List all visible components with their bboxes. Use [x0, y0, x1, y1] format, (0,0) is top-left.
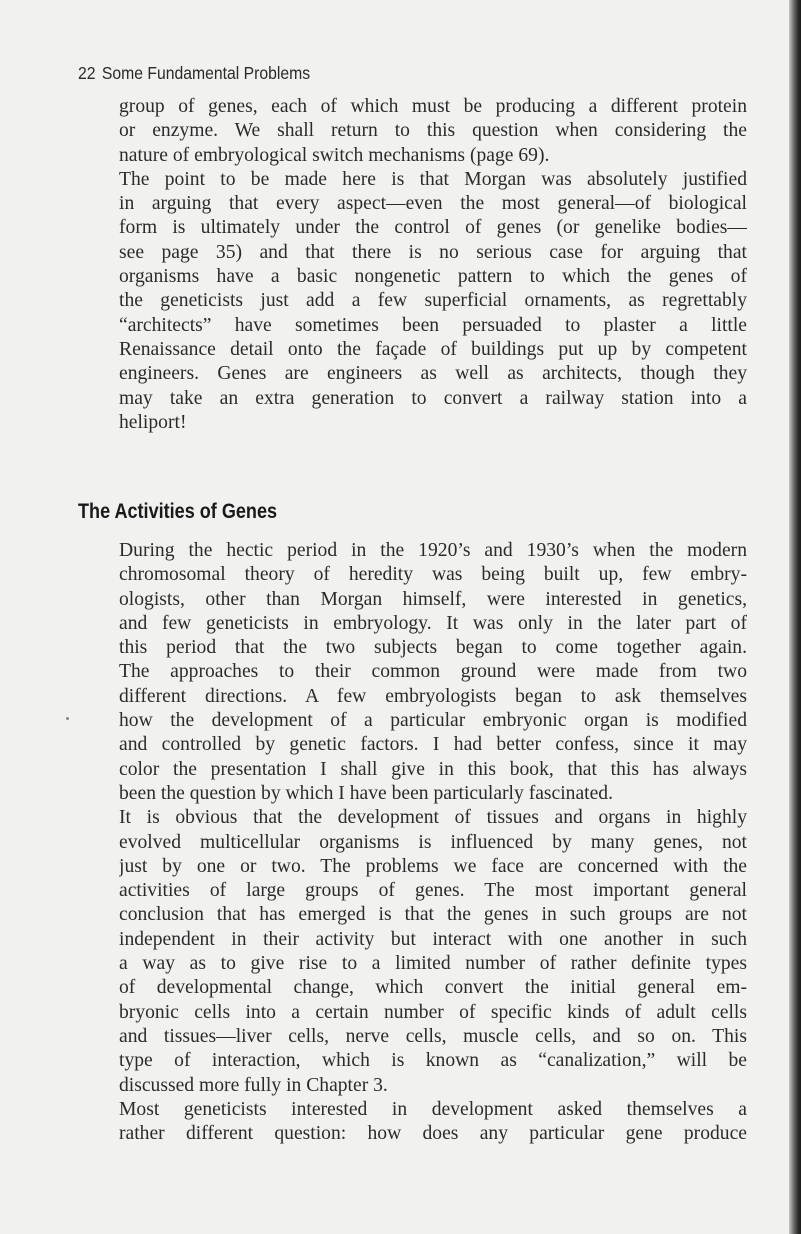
text-line: bryonic cells into a certain number of specific kinds of adult cells	[119, 1001, 747, 1023]
text-line: ologists, other than Morgan himself, were interested in genetics,	[119, 588, 747, 610]
text-line: and controlled by genetic factors. I had better confess, since it may	[119, 734, 747, 756]
text-line: a way as to give rise to a limited number of rather definite types	[119, 953, 747, 975]
text-line: Renaissance detail onto the façade of buildings put up by competent	[119, 338, 747, 360]
text-line: the geneticists just add a few superficial ornaments, as regrettably	[119, 290, 747, 312]
body-text-block-2	[119, 539, 747, 1146]
text-line: discussed more fully in Chapter 3.	[119, 1074, 388, 1096]
text-line: conclusion that has emerged is that the genes in such groups are not	[119, 904, 747, 926]
text-line: group of genes, each of which must be producing a different protein	[119, 96, 747, 117]
margin-mark	[66, 717, 69, 720]
text-line: see page 35) and that there is no serious case for arguing that	[119, 241, 747, 263]
text-line: independent in their activity but interact with one another in such	[119, 928, 747, 950]
text-line: The approaches to their common ground were made from two	[119, 661, 747, 683]
text-line: rather different question: how does any particular gene produce	[119, 1123, 747, 1145]
text-line: different directions. A few embryologists began to ask themselves	[119, 685, 747, 707]
text-line: may take an extra generation to convert a railway station into a	[119, 387, 747, 409]
text-line: organisms have a basic nongenetic pattern to which the genes of	[119, 266, 747, 288]
text-line: evolved multicellular organisms is influenced by many genes, not	[119, 831, 747, 853]
text-line: The point to be made here is that Morgan was absolutely justified	[119, 168, 747, 190]
text-line: and tissues—liver cells, nerve cells, muscle cells, and so on. This	[119, 1025, 747, 1047]
text-line: just by one or two. The problems we face are concerned with the	[119, 855, 747, 877]
text-line: how the development of a particular embryonic organ is modified	[119, 710, 747, 732]
text-line: this period that the two subjects began to come together again.	[119, 637, 747, 659]
text-line: “architects” have sometimes been persuaded to plaster a little	[119, 314, 747, 336]
text-line: color the presentation I shall give in this book, that this has always	[119, 758, 747, 780]
text-line: heliport!	[119, 411, 187, 433]
text-line: chromosomal theory of heredity was being built up, few embry-	[119, 564, 747, 586]
text-line: been the question by which I have been particularly fascinated.	[119, 782, 614, 804]
text-line: and few geneticists in embryology. It was only in the later part of	[119, 612, 747, 634]
page-binding-edge	[789, 0, 801, 1234]
text-line: nature of embryological switch mechanisms (page 69).	[119, 144, 550, 166]
text-line: in arguing that every aspect—even the most general—of biological	[119, 193, 747, 215]
page-number: 22	[78, 63, 96, 83]
body-text-block-1	[119, 95, 747, 435]
text-line: During the hectic period in the 1920’s and 1930’s when the modern	[119, 540, 747, 561]
running-head-title: Some Fundamental Problems	[101, 63, 311, 83]
text-line: form is ultimately under the control of genes (or genelike bodies—	[119, 217, 747, 239]
running-head	[78, 63, 310, 84]
text-line: engineers. Genes are engineers as well as architects, though they	[119, 363, 747, 385]
text-line: Most geneticists interested in development asked themselves a	[119, 1098, 747, 1120]
text-line: type of interaction, which is known as “canalization,” will be	[119, 1050, 747, 1072]
text-line: It is obvious that the development of tissues and organs in highly	[119, 807, 747, 829]
section-heading: The Activities of Genes	[78, 500, 278, 523]
text-line: activities of large groups of genes. The most important general	[119, 880, 747, 902]
text-line: or enzyme. We shall return to this question when considering the	[119, 120, 747, 142]
text-line: of developmental change, which convert the initial general em-	[119, 977, 747, 999]
